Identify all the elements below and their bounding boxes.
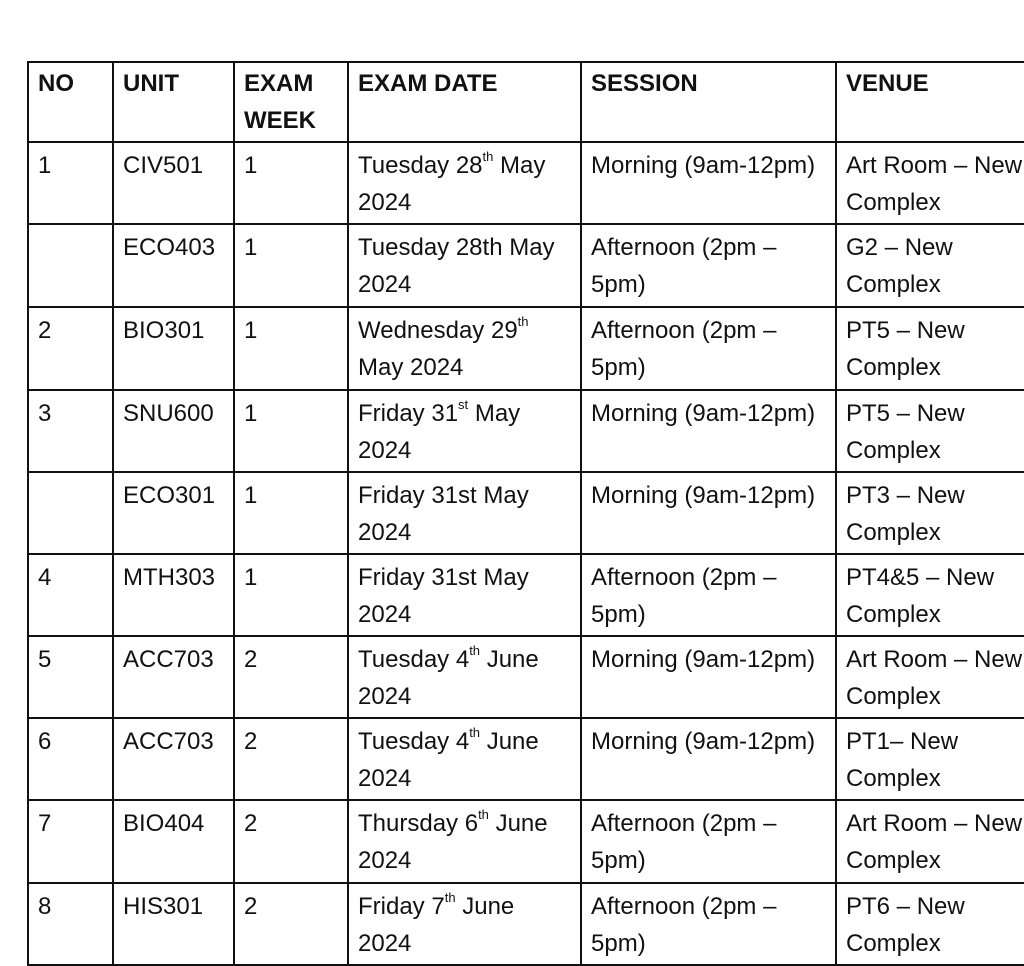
header-no: NO xyxy=(28,62,113,142)
cell-session: Afternoon (2pm – 5pm) xyxy=(581,554,836,636)
cell-unit: BIO404 xyxy=(113,800,234,883)
cell-exam-week: 2 xyxy=(234,800,348,883)
cell-unit: ECO301 xyxy=(113,472,234,554)
cell-exam-date: Wednesday 29th May 2024 xyxy=(348,307,581,390)
cell-exam-date: Friday 7th June 2024 xyxy=(348,883,581,965)
cell-unit: BIO301 xyxy=(113,307,234,390)
cell-exam-date: Thursday 6th June 2024 xyxy=(348,800,581,883)
cell-venue: PT1– New Complex xyxy=(836,718,1024,800)
header-session: SESSION xyxy=(581,62,836,142)
cell-exam-week: 1 xyxy=(234,224,348,307)
cell-unit: HIS301 xyxy=(113,883,234,965)
cell-session: Morning (9am-12pm) xyxy=(581,472,836,554)
header-venue: VENUE xyxy=(836,62,1024,142)
table-row xyxy=(28,636,1024,718)
table-row xyxy=(28,224,1024,307)
cell-no xyxy=(28,224,113,307)
cell-exam-date: Tuesday 28th May 2024 xyxy=(348,224,581,307)
cell-session: Afternoon (2pm – 5pm) xyxy=(581,224,836,307)
cell-session: Morning (9am-12pm) xyxy=(581,718,836,800)
cell-unit: ACC703 xyxy=(113,718,234,800)
cell-exam-date: Tuesday 4th June 2024 xyxy=(348,636,581,718)
cell-exam-week: 1 xyxy=(234,390,348,472)
cell-venue: Art Room – New Complex xyxy=(836,636,1024,718)
cell-session: Morning (9am-12pm) xyxy=(581,636,836,718)
cell-unit: ACC703 xyxy=(113,636,234,718)
cell-venue: Art Room – New Complex xyxy=(836,800,1024,883)
cell-venue: G2 – New Complex xyxy=(836,224,1024,307)
cell-no: 1 xyxy=(28,142,113,224)
header-exam-date: EXAM DATE xyxy=(348,62,581,142)
header-exam-week: EXAM WEEK xyxy=(234,62,348,142)
cell-session: Afternoon (2pm – 5pm) xyxy=(581,307,836,390)
cell-exam-week: 1 xyxy=(234,554,348,636)
cell-venue: Art Room – New Complex xyxy=(836,142,1024,224)
cell-no: 4 xyxy=(28,554,113,636)
table-row xyxy=(28,472,1024,554)
table-row xyxy=(28,142,1024,224)
cell-no: 3 xyxy=(28,390,113,472)
cell-session: Morning (9am-12pm) xyxy=(581,142,836,224)
table-row xyxy=(28,718,1024,800)
cell-unit: CIV501 xyxy=(113,142,234,224)
cell-exam-date: Friday 31st May 2024 xyxy=(348,390,581,472)
cell-exam-week: 2 xyxy=(234,636,348,718)
cell-exam-week: 1 xyxy=(234,472,348,554)
cell-no xyxy=(28,472,113,554)
cell-session: Afternoon (2pm – 5pm) xyxy=(581,883,836,965)
cell-session: Afternoon (2pm – 5pm) xyxy=(581,800,836,883)
table-row xyxy=(28,554,1024,636)
table-body xyxy=(28,142,1024,965)
cell-exam-week: 1 xyxy=(234,142,348,224)
cell-venue: PT6 – New Complex xyxy=(836,883,1024,965)
table-header xyxy=(28,62,1024,142)
table-row xyxy=(28,307,1024,390)
header-row xyxy=(28,62,1024,142)
cell-exam-date: Tuesday 28th May 2024 xyxy=(348,142,581,224)
cell-no: 2 xyxy=(28,307,113,390)
cell-venue: PT4&5 – New Complex xyxy=(836,554,1024,636)
cell-no: 6 xyxy=(28,718,113,800)
cell-session: Morning (9am-12pm) xyxy=(581,390,836,472)
cell-exam-date: Tuesday 4th June 2024 xyxy=(348,718,581,800)
cell-venue: PT5 – New Complex xyxy=(836,390,1024,472)
cell-no: 8 xyxy=(28,883,113,965)
header-unit: UNIT xyxy=(113,62,234,142)
cell-exam-week: 2 xyxy=(234,883,348,965)
cell-unit: ECO403 xyxy=(113,224,234,307)
cell-unit: SNU600 xyxy=(113,390,234,472)
exam-timetable xyxy=(27,61,1024,966)
cell-exam-date: Friday 31st May 2024 xyxy=(348,472,581,554)
cell-exam-date: Friday 31st May 2024 xyxy=(348,554,581,636)
cell-unit: MTH303 xyxy=(113,554,234,636)
table-row xyxy=(28,800,1024,883)
cell-venue: PT3 – New Complex xyxy=(836,472,1024,554)
table-row xyxy=(28,390,1024,472)
cell-no: 7 xyxy=(28,800,113,883)
cell-no: 5 xyxy=(28,636,113,718)
cell-exam-week: 1 xyxy=(234,307,348,390)
cell-exam-week: 2 xyxy=(234,718,348,800)
cell-venue: PT5 – New Complex xyxy=(836,307,1024,390)
